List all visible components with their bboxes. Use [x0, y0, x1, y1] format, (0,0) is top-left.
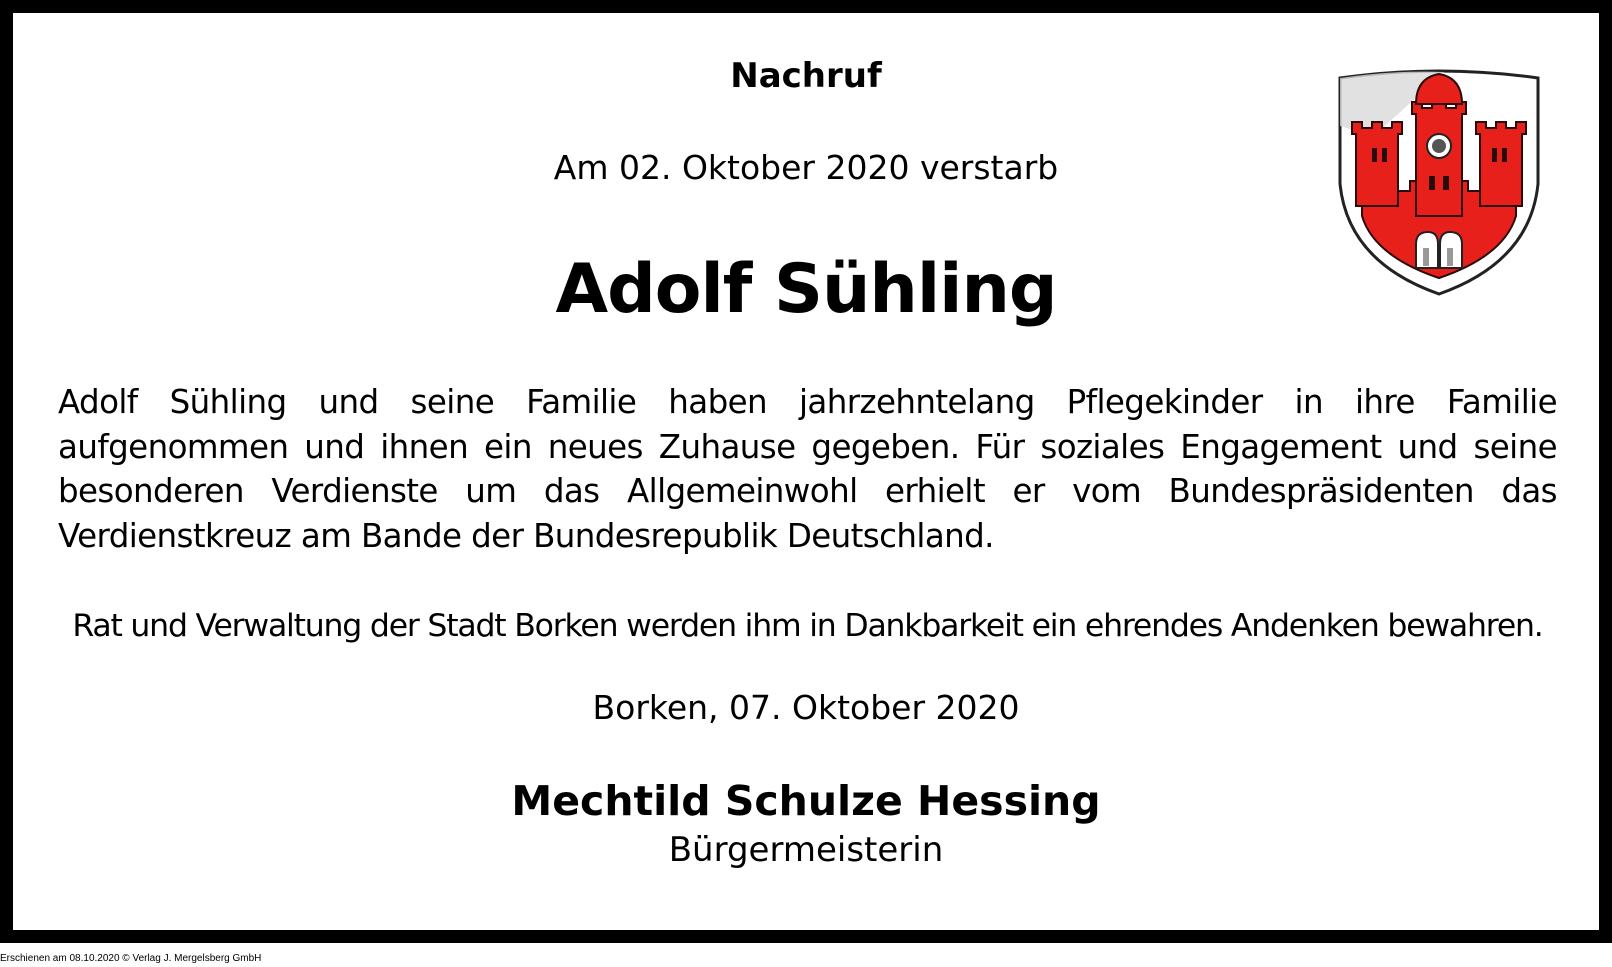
- publication-credit: Erschienen am 08.10.2020 © Verlag J. Mergelsberg GmbH: [0, 953, 262, 964]
- borken-coat-of-arms-icon: [1334, 66, 1544, 296]
- deceased-name: Adolf Sühling: [555, 250, 1057, 329]
- notice-heading: Nachruf: [730, 56, 882, 96]
- signer-title: Bürgermeisterin: [668, 830, 944, 870]
- place-and-date: Borken, 07. Oktober 2020: [592, 688, 1020, 727]
- death-announcement: Am 02. Oktober 2020 verstarb: [553, 148, 1059, 187]
- tribute-text: Adolf Sühling und seine Familie haben jahrzehntelang Pflegekinder in ihre Familie aufgenommen und ihnen ein neues Zuhause gegeben. Für soziales Engagement und seine besonderen Verdienste um das Allgemeinwohl erhielt er vom Bundespräsidenten das Verdienstkreuz am Bande der Bundesrepublik Deutschland.: [58, 383, 1557, 555]
- closing-statement: Rat und Verwaltung der Stadt Borken werden ihm in Dankbarkeit ein ehrendes Andenken bewahren.: [72, 608, 1543, 644]
- signer-name: Mechtild Schulze Hessing: [511, 777, 1101, 825]
